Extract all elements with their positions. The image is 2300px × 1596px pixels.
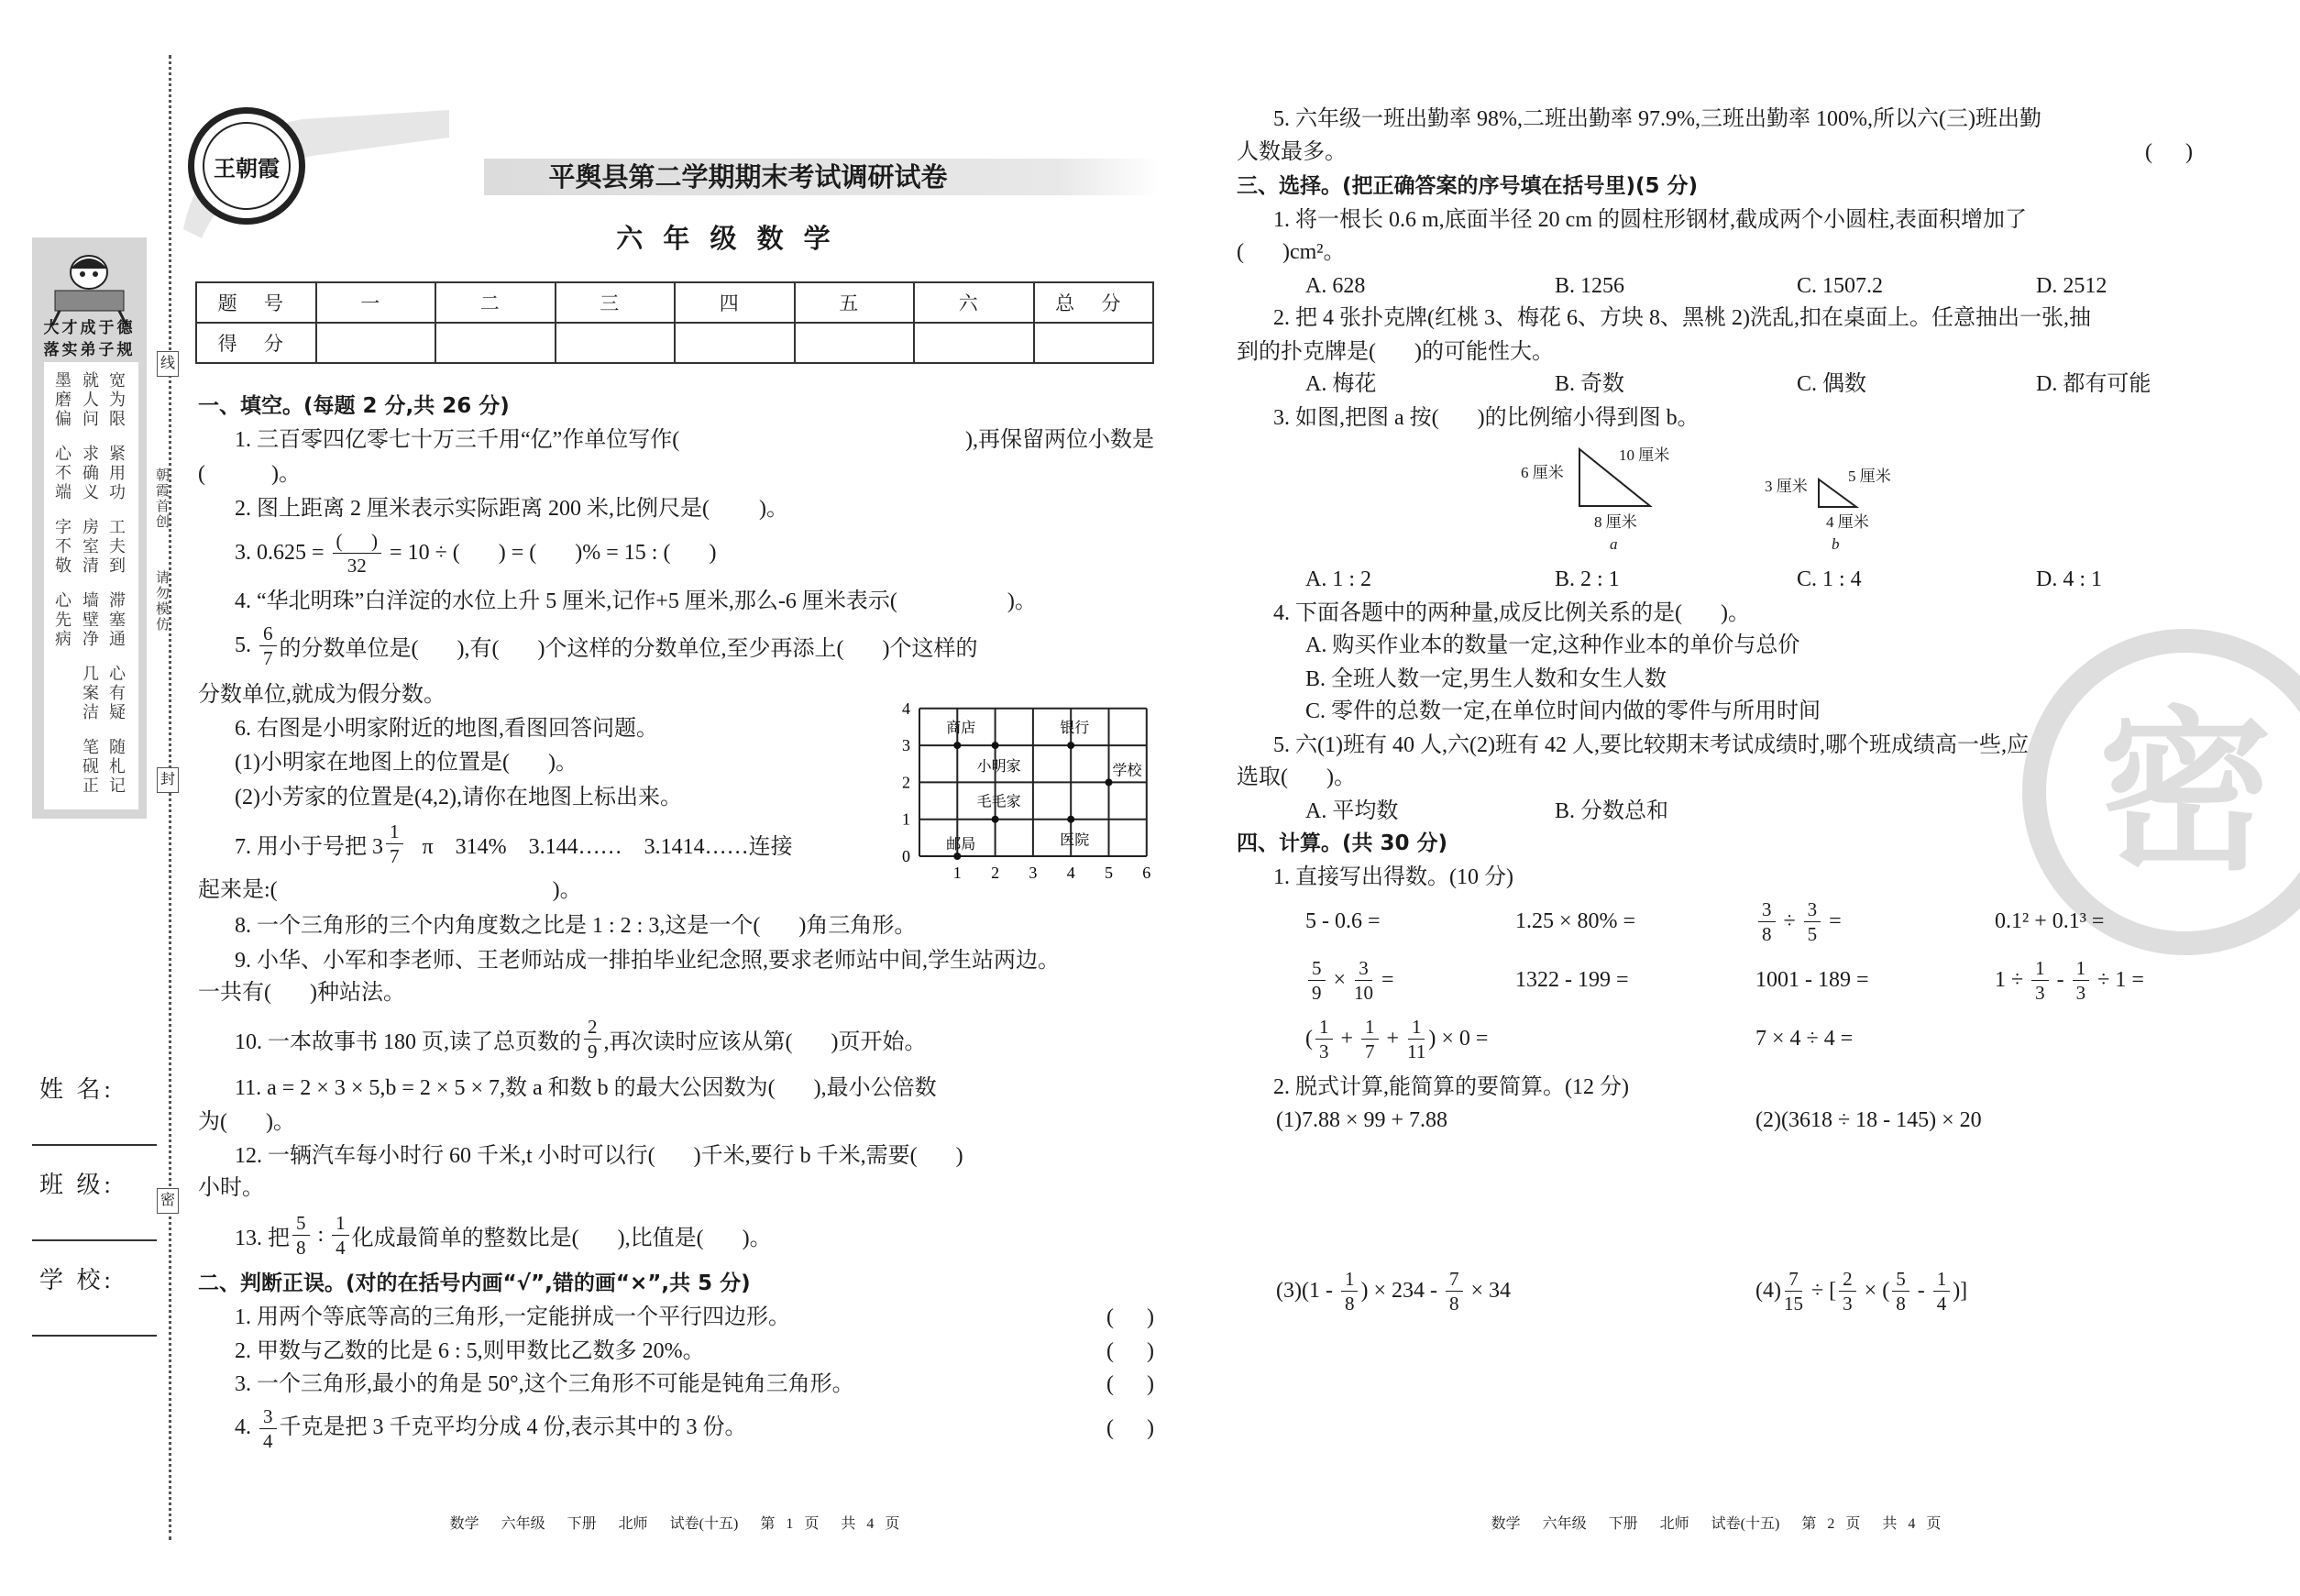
question-10: [235, 1011, 926, 1066]
question-text: 10. 一本故事书 180 页,读了总页数的: [235, 1029, 581, 1054]
watermark-text: 密: [2097, 699, 2273, 891]
name-field[interactable]: [32, 1144, 157, 1146]
choice-1-cont: ( )cm²。: [1237, 240, 1346, 264]
fraction: [584, 1015, 601, 1063]
choice-3-option-d[interactable]: D. 4 : 1: [2036, 567, 2102, 591]
score-header-cell: 五: [795, 282, 915, 323]
answer-bracket[interactable]: ( ): [1106, 1339, 1154, 1363]
operator: ×: [1327, 967, 1352, 992]
poem-phrase: 就人问: [83, 371, 99, 428]
question-text: ,再次读时应该从第( )页开始。: [603, 1029, 927, 1054]
question-7: [235, 816, 793, 871]
score-cell[interactable]: [435, 323, 556, 363]
motto-sidebar: [32, 237, 147, 819]
operator: ÷: [1777, 908, 1801, 933]
question-4: 4. “华北明珠”白洋淀的水位上升 5 厘米,记作+5 厘米,那么-6 厘米表示( )。: [235, 589, 1037, 613]
fraction: [1804, 897, 1821, 946]
page-footer-right: 数学 六年级 下册 北师 试卷(十五) 第 2 页 共 4 页: [1491, 1516, 1942, 1532]
answer-bracket[interactable]: ( ): [2145, 140, 2193, 164]
poem-phrase: 工夫到: [109, 518, 126, 575]
binding-dotted-line: [169, 55, 171, 1540]
poem-column: [108, 371, 127, 811]
fraction: [1758, 897, 1776, 946]
seal-char-line: 线: [157, 351, 179, 377]
map-x-tick: 4: [1066, 864, 1075, 882]
score-header-cell: 六: [914, 282, 1034, 323]
expression-4: [1755, 1263, 1967, 1318]
denominator: 10: [1354, 981, 1374, 1004]
poem-phrase: 房室清: [83, 518, 99, 575]
section-3-title: 三、选择。(把正确答案的序号填在括号里)(5 分): [1237, 174, 1699, 198]
calc-item: 0.1² + 0.1³ =: [1995, 908, 2105, 933]
fraction: [1341, 1267, 1359, 1315]
expression-3: [1276, 1263, 1511, 1318]
choice-2: 2. 把 4 张扑克牌(红桃 3、梅花 6、方块 8、黑桃 2)洗乱,扣在桌面上。任意抽出一张,抽: [1273, 306, 2091, 330]
choice-5-option-b[interactable]: B. 分数总和: [1555, 799, 1669, 823]
question-text: 4.: [235, 1414, 257, 1439]
question-text: 5.: [235, 633, 257, 657]
poem-phrase: 墙壁净: [83, 591, 99, 648]
poem-phrase: 滞塞通: [109, 591, 126, 648]
triangle-a-base-label: 8 厘米: [1594, 513, 1637, 531]
denominator: 8: [1344, 1292, 1355, 1315]
score-table-score-row: [196, 323, 1153, 363]
question-3: [235, 525, 716, 580]
question-text: 3. 0.625 =: [235, 540, 330, 565]
logo-text: 王朝霞: [203, 122, 291, 210]
class-label: 班 级:: [39, 1172, 115, 1198]
numerator: 1: [1341, 1267, 1359, 1292]
vertical-note: 请勿模仿: [154, 570, 169, 633]
fraction: [1784, 1267, 1803, 1315]
expression-2: (2)(3618 ÷ 18 - 145) × 20: [1755, 1108, 1982, 1132]
choice-4-option-a[interactable]: A. 购买作业本的数量一定,这种作业本的单价与总价: [1305, 633, 1800, 657]
numerator: 5: [1308, 956, 1326, 981]
operator: -: [1911, 1278, 1931, 1303]
denominator: 3: [1319, 1040, 1329, 1062]
poem-phrase: 笔砚正: [83, 738, 99, 795]
calc-item: 1001 - 189 =: [1755, 967, 1869, 992]
score-row-label: 得 分: [196, 323, 316, 363]
numerator: 1: [1933, 1267, 1951, 1292]
fraction: [2073, 956, 2090, 1005]
map-y-tick: 2: [902, 773, 910, 792]
choice-5-cont: 选取( )。: [1237, 765, 1356, 789]
fraction: [1308, 956, 1326, 1005]
score-header-cell: 一: [316, 282, 436, 323]
score-header-cell: 题 号: [196, 282, 316, 323]
fraction: [332, 1211, 349, 1260]
poem-phrase: 墨磨偏: [55, 371, 72, 428]
operator: ÷ 1 =: [2092, 967, 2144, 992]
seal-char-seal: 封: [157, 767, 179, 793]
score-cell[interactable]: [1034, 323, 1154, 363]
denominator: 15: [1783, 1292, 1803, 1315]
choice-2-cont: 到的扑克牌是( )的可能性大。: [1237, 340, 1554, 364]
calc-item: 5 - 0.6 =: [1305, 908, 1381, 933]
question-12-cont: 小时。: [198, 1176, 264, 1200]
operator: ) × 0 =: [1428, 1026, 1489, 1051]
judge-4: [235, 1401, 1154, 1456]
triangle-b-left-label: 3 厘米: [1765, 478, 1808, 495]
choice-3-option-b[interactable]: B. 2 : 1: [1555, 567, 1620, 591]
numerator: 5: [1892, 1267, 1909, 1292]
fraction: [259, 622, 277, 670]
poem-phrase: 宽为限: [109, 371, 126, 428]
choice-1-option-c[interactable]: C. 1507.2: [1797, 274, 1884, 298]
numerator: 7: [1446, 1267, 1463, 1292]
question-12: 12. 一辆汽车每小时行 60 千米,t 小时可以行( )千米,要行 b 千米,需要( ): [235, 1144, 963, 1168]
denominator: 4: [263, 1429, 273, 1452]
poem-phrase: 心不端: [55, 445, 72, 501]
map-y-tick: 0: [902, 847, 910, 865]
operator: (: [1305, 1026, 1313, 1051]
poem-phrase: 求确义: [83, 445, 99, 501]
denominator: 4: [1936, 1292, 1947, 1315]
judge-3: [235, 1370, 1154, 1399]
fraction: [1315, 1015, 1333, 1063]
numerator: 3: [259, 1404, 277, 1429]
question-5: [235, 618, 977, 673]
question-1-cont: ( )。: [198, 462, 301, 486]
fraction: [1446, 1267, 1463, 1315]
operator: × (: [1858, 1278, 1890, 1303]
school-label: 学 校:: [39, 1267, 115, 1293]
calc-2-title: 2. 脱式计算,能简算的要简算。(12 分): [1273, 1075, 1629, 1099]
question-9: 9. 小华、小军和李老师、王老师站成一排拍毕业纪念照,要求老师站中间,学生站两边。: [235, 949, 1060, 973]
map-point-label: 邮局: [946, 837, 976, 853]
question-text: 7. 用小于号把 3: [235, 834, 383, 859]
judge-5-cont: [1237, 138, 2193, 167]
fraction: [1354, 956, 1373, 1005]
operator: ÷ [: [1805, 1278, 1837, 1303]
poem-phrase: 紧用功: [109, 445, 126, 501]
question-text: 化成最简单的整数比是( ),比值是( )。: [351, 1226, 772, 1250]
map-point: [953, 742, 961, 749]
calc-item: 7 × 4 ÷ 4 =: [1755, 1026, 1854, 1051]
denominator: 3: [2035, 981, 2045, 1004]
calc-item: [1755, 894, 1842, 949]
map-point-label: 银行: [1060, 721, 1090, 737]
judge-1: [235, 1303, 1154, 1332]
operator: (3)(1 -: [1276, 1278, 1338, 1303]
question-text: [235, 1404, 747, 1453]
calc-item: [1305, 952, 1394, 1007]
neighborhood-map: [894, 692, 1160, 885]
question-8: 8. 一个三角形的三个内角度数之比是 1 : 2 : 3,这是一个( )角三角形。: [235, 914, 917, 938]
fraction: [259, 1404, 277, 1453]
denominator: 4: [336, 1236, 346, 1259]
triangle-a-name: a: [1610, 535, 1618, 553]
calc-1-title: 1. 直接写出得数。(10 分): [1273, 865, 1513, 889]
expression-1: (1)7.88 × 99 + 7.88: [1276, 1108, 1448, 1132]
numerator: 1: [386, 820, 403, 844]
map-point: [953, 853, 961, 860]
choice-4-option-b[interactable]: B. 全班人数一定,男生人数和女生人数: [1305, 667, 1667, 691]
answer-bracket[interactable]: ( ): [1106, 1372, 1154, 1396]
map-x-tick: 1: [952, 864, 962, 882]
map-y-tick: 1: [902, 809, 910, 829]
map-x-tick: 3: [1029, 864, 1038, 882]
denominator: 32: [347, 554, 367, 577]
choice-1: 1. 将一根长 0.6 m,底面半径 20 cm 的圆柱形钢材,截成两个小圆柱,表面积增加了: [1273, 208, 2027, 232]
operator: 1 ÷: [1995, 967, 2030, 992]
fraction: [1407, 1015, 1425, 1063]
question-13: [235, 1207, 772, 1262]
denominator: 7: [263, 646, 273, 669]
operator: )]: [1953, 1278, 1968, 1303]
question-text: 5. 六年级一班出勤率 98%,二班出勤率 97.9%,三班出勤率 100%,所以六(三)班出勤: [1273, 107, 2041, 131]
judge-2: [235, 1337, 1154, 1366]
brand-logo: [188, 107, 305, 225]
triangle-a-hyp-label: 10 厘米: [1619, 446, 1670, 464]
question-text: 千克是把 3 千克平均分成 4 份,表示其中的 3 份。: [279, 1414, 747, 1439]
calc-item: 1.25 × 80% =: [1515, 908, 1636, 933]
choice-4: 4. 下面各题中的两种量,成反比例关系的是( )。: [1273, 601, 1750, 625]
score-header-cell: 三: [556, 282, 676, 323]
choice-5-option-a[interactable]: A. 平均数: [1305, 799, 1399, 823]
score-cell[interactable]: [316, 323, 436, 363]
map-point-label: 学校: [1112, 763, 1142, 779]
answer-bracket[interactable]: ( ): [1106, 1415, 1154, 1440]
operator: × 34: [1465, 1278, 1512, 1303]
operator: -: [2051, 967, 2070, 992]
denominator: 7: [390, 844, 400, 867]
poem-phrase: 几案洁: [83, 665, 99, 721]
vertical-note: 朝霞首创: [154, 468, 169, 530]
map-point-label: 毛毛家: [976, 794, 1021, 810]
numerator: 1: [2073, 956, 2090, 981]
numerator: 7: [1785, 1267, 1802, 1292]
triangle-b-hyp-label: 5 厘米: [1848, 468, 1891, 485]
choice-2-option-d[interactable]: D. 都有可能: [2036, 372, 2151, 396]
choice-4-option-c[interactable]: C. 零件的总数一定,在单位时间内做的零件与所用时间: [1305, 699, 1821, 723]
poem-phrase: 字不敬: [55, 518, 72, 575]
question-text: 1. 用两个等底等高的三角形,一定能拼成一个平行四边形。: [235, 1305, 790, 1329]
map-point: [1067, 742, 1074, 749]
motto-line: 落实弟子规: [43, 341, 136, 358]
poem-column: [82, 371, 100, 811]
question-7-cont: 起来是:( )。: [198, 878, 582, 902]
numerator: 1: [332, 1211, 349, 1236]
map-x-tick: 2: [991, 864, 1000, 882]
numerator: 5: [292, 1211, 310, 1236]
operator: =: [1823, 908, 1842, 933]
choice-3-option-a[interactable]: A. 1 : 2: [1305, 567, 1371, 591]
fraction: [333, 529, 382, 578]
operator: ) × 234 -: [1360, 1278, 1443, 1303]
exam-title: 平舆县第二学期期末考试调研试卷: [548, 161, 948, 193]
denominator: 7: [1365, 1040, 1375, 1062]
choice-2-option-b[interactable]: B. 奇数: [1555, 372, 1625, 396]
denominator: 9: [1312, 981, 1322, 1004]
map-point-label: 商店: [946, 721, 976, 737]
denominator: 3: [2075, 981, 2086, 1004]
map-point: [1067, 816, 1074, 823]
numerator: 2: [1839, 1267, 1856, 1292]
denominator: 8: [1896, 1292, 1906, 1315]
question-11-cont: 为( )。: [198, 1110, 295, 1134]
question-text: 3. 一个三角形,最小的角是 50°,这个三角形不可能是钝角三角形。: [235, 1372, 854, 1396]
question-5-cont: 分数单位,就成为假分数。: [198, 683, 446, 707]
section-1-title: 一、填空。(每题 2 分,共 26 分): [198, 394, 510, 418]
choice-1-option-b[interactable]: B. 1256: [1555, 274, 1625, 298]
triangle-b-name: b: [1832, 535, 1840, 553]
denominator: 11: [1407, 1040, 1426, 1062]
score-header-cell: 总 分: [1034, 282, 1154, 323]
question-9-cont: 一共有( )种站法。: [198, 981, 405, 1005]
map-point: [992, 816, 999, 823]
fraction: [386, 820, 403, 868]
score-header-cell: 二: [435, 282, 556, 323]
question-1: [235, 425, 1154, 455]
name-label: 姓 名:: [39, 1076, 115, 1103]
judge-5: [1273, 105, 2193, 134]
school-field[interactable]: [32, 1335, 157, 1337]
fraction: [292, 1211, 310, 1260]
denominator: 9: [588, 1040, 598, 1062]
operator: +: [1381, 1026, 1405, 1051]
page-footer-left: 数学 六年级 下册 北师 试卷(十五) 第 1 页 共 4 页: [449, 1516, 900, 1532]
question-text: 的分数单位是( ),有( )个这样的分数单位,至少再添上( )个这样的: [279, 636, 978, 661]
question-text: 13. 把: [235, 1226, 290, 1250]
question-6: 6. 右图是小明家附近的地图,看图回答问题。: [235, 717, 658, 741]
question-6-1: (1)小明家在地图上的位置是( )。: [235, 751, 578, 775]
score-table: [195, 281, 1154, 364]
operator: =: [1376, 967, 1394, 992]
numerator: 1: [1361, 1015, 1379, 1040]
denominator: 3: [1843, 1292, 1853, 1315]
fraction: [2031, 956, 2049, 1005]
numerator: ( ): [333, 529, 382, 554]
denominator: 8: [1449, 1292, 1459, 1315]
section-2-title: 二、判断正误。(对的在括号内画“√”,错的画“×”,共 5 分): [198, 1271, 751, 1295]
score-cell[interactable]: [556, 323, 676, 363]
choice-1-option-a[interactable]: A. 628: [1305, 274, 1366, 298]
seal-char-secret: 密: [157, 1188, 179, 1214]
score-table-header-row: [196, 282, 1153, 323]
numerator: 3: [1758, 897, 1776, 922]
numerator: 1: [2031, 956, 2049, 981]
question-text: :: [312, 1222, 330, 1247]
denominator: 8: [1762, 922, 1772, 945]
numerator: 3: [1355, 956, 1372, 981]
choice-2-option-a[interactable]: A. 梅花: [1305, 372, 1377, 396]
fraction: [1361, 1015, 1379, 1063]
map-point-label: 医院: [1060, 832, 1090, 849]
fraction: [1933, 1267, 1951, 1315]
map-point: [1106, 778, 1113, 786]
poem-column: [54, 371, 72, 665]
question-text: = 10 ÷ ( ) = ( )% = 15 : ( ): [384, 540, 717, 565]
numerator: 2: [584, 1015, 601, 1040]
class-field[interactable]: [32, 1239, 157, 1241]
choice-1-option-d[interactable]: D. 2512: [2036, 274, 2107, 298]
fraction: [1892, 1267, 1909, 1315]
operator: +: [1335, 1026, 1359, 1051]
fraction: [1839, 1267, 1856, 1315]
calc-item: [1995, 952, 2144, 1007]
section-4-title: 四、计算。(共 30 分): [1237, 831, 1448, 855]
map-y-tick: 4: [902, 699, 910, 718]
map-x-tick: 5: [1105, 864, 1113, 882]
score-cell[interactable]: [795, 323, 915, 363]
numerator: 1: [1408, 1015, 1425, 1040]
calc-item: [1305, 1011, 1488, 1066]
denominator: 8: [296, 1236, 306, 1259]
operator: (4): [1755, 1278, 1781, 1303]
choice-2-option-c[interactable]: C. 偶数: [1797, 372, 1867, 396]
question-text: π 314% 3.144…… 3.1414……连接: [405, 834, 793, 859]
question-text: ),再保留两位小数是: [965, 428, 1154, 452]
calc-item: 1322 - 199 =: [1515, 967, 1629, 992]
answer-bracket[interactable]: ( ): [1106, 1305, 1154, 1329]
score-cell[interactable]: [675, 323, 795, 363]
question-11: 11. a = 2 × 3 × 5,b = 2 × 5 × 7,数 a 和数 b 的最大公因数为( ),最小公倍数: [235, 1076, 937, 1100]
poem-phrase: 心先病: [55, 591, 72, 648]
map-y-tick: 3: [902, 736, 910, 755]
choice-3-option-c[interactable]: C. 1 : 4: [1797, 567, 1862, 591]
question-text: 人数最多。: [1237, 140, 1347, 164]
triangle-b-base-label: 4 厘米: [1826, 513, 1869, 531]
choice-3: 3. 如图,把图 a 按( )的比例缩小得到图 b。: [1273, 406, 1700, 430]
map-x-tick: 6: [1142, 864, 1151, 882]
question-2: 2. 图上距离 2 厘米表示实际距离 200 米,比例尺是( )。: [235, 497, 788, 521]
poem-phrase: 随札记: [109, 738, 126, 795]
score-header-cell: 四: [675, 282, 795, 323]
exam-subtitle: 六 年 级 数 学: [616, 223, 836, 254]
motto-line: 大才成于德: [43, 319, 136, 336]
map-point-label: 小明家: [976, 759, 1021, 776]
map-point: [992, 742, 999, 749]
numerator: 6: [259, 622, 277, 646]
numerator: 1: [1315, 1015, 1333, 1040]
triangle-a-left-label: 6 厘米: [1521, 464, 1564, 481]
numerator: 3: [1804, 897, 1821, 922]
poem-box: [44, 362, 138, 809]
poem-phrase: 心有疑: [109, 665, 126, 721]
choice-5: 5. 六(1)班有 40 人,六(2)班有 42 人,要比较期末考试成绩时,哪个班成绩高一些,应: [1273, 733, 2029, 757]
score-cell[interactable]: [914, 323, 1034, 363]
question-6-2: (2)小芳家的位置是(4,2),请你在地图上标出来。: [235, 786, 682, 809]
denominator: 5: [1807, 922, 1818, 945]
question-text: 2. 甲数与乙数的比是 6 : 5,则甲数比乙数多 20%。: [235, 1339, 705, 1363]
question-text: 1. 三百零四亿零七十万三千用“亿”作单位写作(: [235, 428, 680, 452]
